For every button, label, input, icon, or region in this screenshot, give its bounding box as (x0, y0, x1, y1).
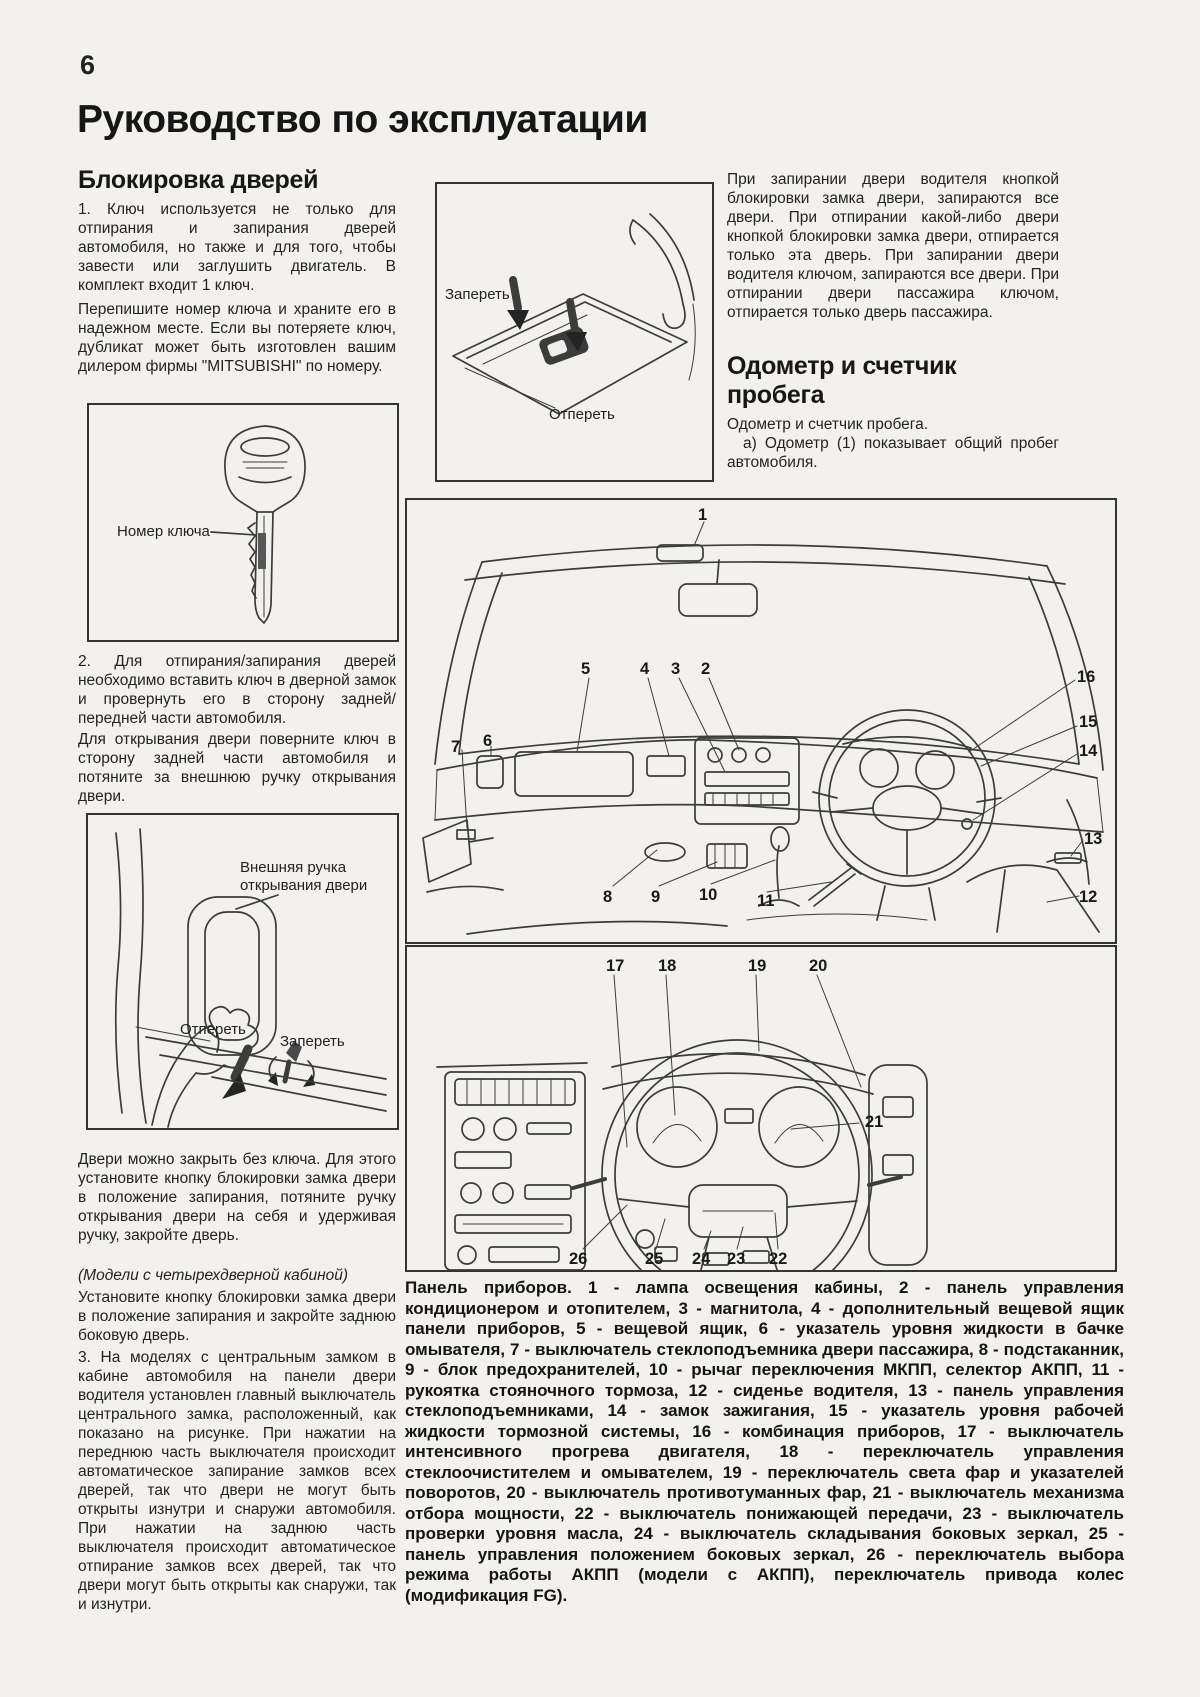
section-heading-odometer: Одометр и счетчик пробега (727, 352, 957, 409)
cab-interior-illustration (407, 500, 1115, 942)
lock-label: Запереть (445, 286, 510, 303)
callout-11: 11 (757, 892, 775, 910)
paragraph: Перепишите номер ключа и храните его в надежном месте. Если вы потеряете ключ, дубликат может быть изготовлен вашим дилером фирмы "MITSUBISHI" по номеру. (78, 301, 396, 375)
figure-caption: Панель приборов. 1 - лампа освещения кабины, 2 - панель управления кондиционером и отопителем, 3 - магнитола, 4 - дополнительный вещевой ящик панели приборов, 5 - вещевой ящик, 6 - указатель уровня жидкости в бачке омывателя, 7 - выключатель стеклоподъемника двери пассажира, 8 - подстаканник, 9 - блок предохранителей, 10 - рычаг переключения МКПП, селектор АКПП, 11 - рукоятка стояночного тормоза, 12 - сиденье водителя, 13 - панель управления стеклоподъемниками, 14 - замок зажигания, 15 - указатель уровня рабочей жидкости тормозной системы, 16 - комбинация приборов, 17 - выключатель интенсивного прогрева двигателя, 18 - переключатель управления стеклоочистителем и омывателем, 19 - переключатель света фар и указателей поворотов, 20 - выключатель противотуманных фар, 21 - выключатель механизма отбора мощности, 22 - выключатель понижающей передачи, 23 - выключатель проверки уровня масла, 24 - выключатель складывания боковых зеркал, 25 - панель управления положением боковых зеркал, 26 - переключатель выбора режима работы АКПП (модели с АКПП), переключатель привода колес (модификация FG). (405, 1278, 1124, 1605)
callout-6: 6 (483, 732, 493, 750)
callout-8: 8 (603, 888, 613, 906)
paragraph: Для открывания двери поверните ключ в сторону задней части автомобиля и потяните за внешнюю ручку открывания двери. (78, 731, 396, 805)
steering-wheel-illustration (407, 947, 1115, 1270)
paragraph: 2. Для отпирания/запирания дверей необходимо вставить ключ в дверной замок и провернуть его в сторону задней/передней части автомобиля. (78, 653, 396, 727)
key-figure (87, 403, 399, 642)
steering-wheel-figure (405, 945, 1117, 1272)
callout-22: 22 (769, 1250, 788, 1268)
callout-24: 24 (692, 1250, 711, 1268)
callout-3: 3 (671, 660, 681, 678)
callout-21: 21 (865, 1113, 884, 1131)
unlock-label: Отпереть (549, 406, 615, 423)
callout-2: 2 (701, 660, 711, 678)
paragraph: 3. На моделях с центральным замком в кабине автомобиля на панели двери водителя установлен главный выключатель центрального замка, расположенный, как показано на рисунке. При нажатии на переднюю часть выключателя происходит автоматическое запирание замков всех дверей, так что двери не могут быть открыты изнутри и снаружи автомобиля. При нажатии на заднюю часть выключателя происходит автоматическое отпирание замков всех дверей, так что двери могут быть открыты как снаружи, так и изнутри. (78, 1349, 396, 1613)
callout-12: 12 (1079, 888, 1098, 906)
callout-20: 20 (809, 957, 828, 975)
callout-25: 25 (645, 1250, 664, 1268)
paragraph: а) Одометр (1) показывает общий пробег автомобиля. (727, 435, 1059, 471)
callout-17: 17 (606, 957, 625, 975)
outer-handle-label: Внешняя ручка открывания двери (240, 859, 368, 894)
lock-label: Запереть (280, 1033, 345, 1050)
paragraph: 1. Ключ используется не только для отпирания и запирания дверей автомобиля, но также и для того, чтобы завести или заглушить двигатель. В комплект входит 1 ключ. (78, 201, 396, 294)
cab-interior-figure (405, 498, 1117, 944)
callout-4: 4 (640, 660, 650, 678)
door-lock-figure (435, 182, 714, 482)
paragraph: Одометр и счетчик пробега. (727, 416, 929, 433)
callout-1: 1 (698, 506, 708, 524)
callout-14: 14 (1079, 742, 1098, 760)
paragraph: Двери можно закрыть без ключа. Для этого установите кнопку блокировки замка двери в положение запирания, потяните ручку открывания двери на себя и удерживая ручку, закройте дверь. (78, 1151, 396, 1244)
paragraph-models-note: (Модели с четырехдверной кабиной) (78, 1267, 349, 1284)
paragraph: При запирании двери водителя кнопкой блокировки замка двери, запираются все двери. При отпирании какой-либо двери кнопкой блокировки замка двери, отпирается только эта дверь. При запирании двери водителя ключом, запираются все двери. При отпирании двери пассажира ключом, отпирается только дверь пассажира. (727, 171, 1059, 321)
callout-13: 13 (1084, 830, 1103, 848)
callout-18: 18 (658, 957, 677, 975)
door-lock-illustration (437, 184, 712, 480)
door-handle-figure (86, 813, 399, 1130)
key-number-label: Номер ключа (117, 523, 210, 540)
section-heading-door-lock: Блокировка дверей (78, 166, 319, 194)
callout-23: 23 (727, 1250, 746, 1268)
callout-26: 26 (569, 1250, 588, 1268)
callout-15: 15 (1079, 713, 1098, 731)
callout-16: 16 (1077, 668, 1096, 686)
callout-9: 9 (651, 888, 661, 906)
paragraph: Установите кнопку блокировки замка двери в положение запирания и закройте заднюю боковую дверь. (78, 1289, 396, 1344)
page-number: 6 (80, 50, 96, 80)
unlock-label: Отпереть (180, 1021, 246, 1038)
callout-7: 7 (451, 738, 461, 756)
callout-5: 5 (581, 660, 591, 678)
callout-19: 19 (748, 957, 767, 975)
page-title: Руководство по эксплуатации (77, 98, 648, 141)
callout-10: 10 (699, 886, 718, 904)
